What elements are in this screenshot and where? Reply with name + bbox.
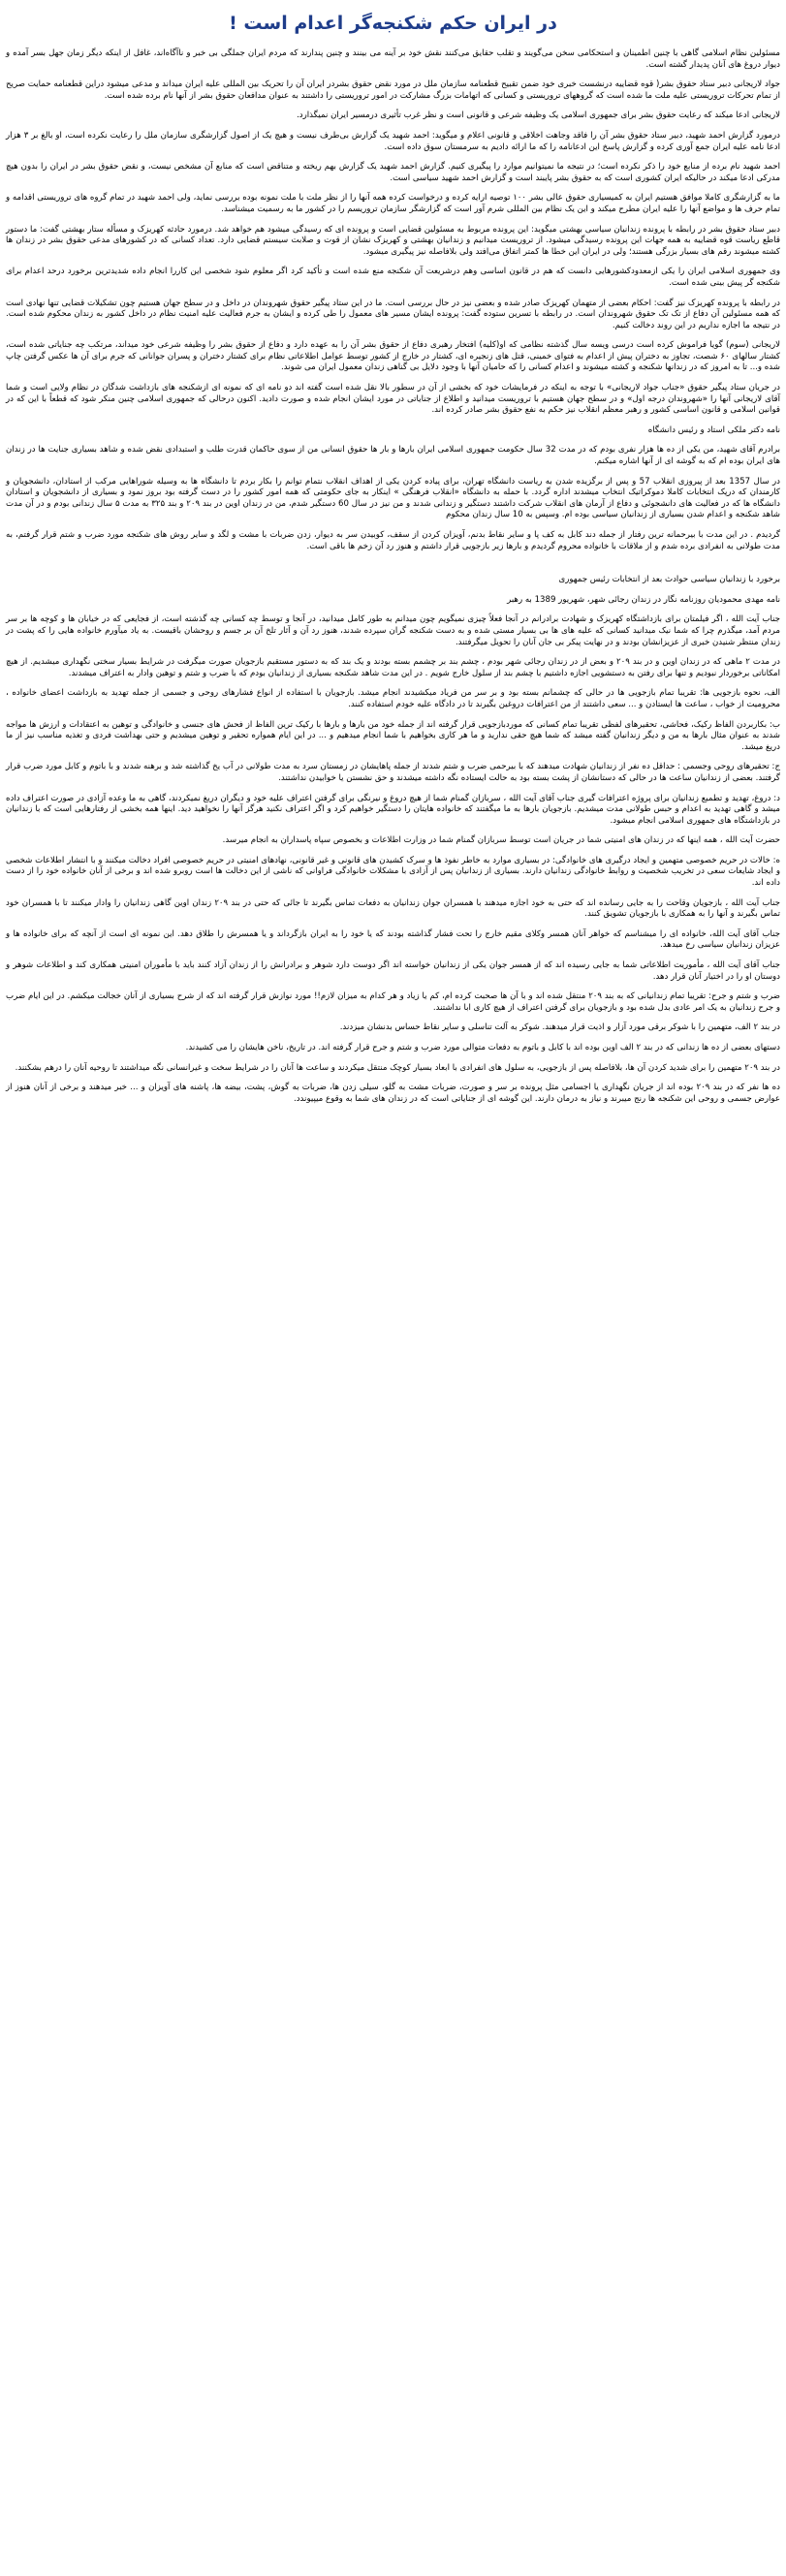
paragraph: برخورد با زندانیان سیاسی حوادث بعد از انتخابات رئیس جمهوری — [558, 575, 780, 585]
paragraph: وی جمهوری اسلامی ایران را یکی ازمعدودکشورهایی دانست که هم در قانون اساسی وهم درشریعت آن شکنجه منع شده است و تأکید کرد اگر معلوم شود شخصی این کاررا انجام داده شدیدترین برخورد درحد اعدام برای شکنجه گر پیش بینی شده است. — [6, 267, 780, 288]
paragraph: در رابطه با پرونده کهریزک نیز گفت: احکام بعضی از متهمان کهریزک صادر شده و بعضی نیز در حال بررسی است. ما در این ستاد پیگیر حقوق شهروندان در داخل و در سطح جهان هستیم چون تشکیلات قضایی تنها نهادی است که همه مسئولین آن دفاع از تک تک حقوق شهروندان است. در رابطه با تسرین ستوده گفت: پرونده ایشان مسیر های معمول را طی کرده و ایشان به جرم فعالیت علیه امنیت نظام در داخل کشور به زندان محکوم شده است. در نتیجه ما اجازه نداریم در این روند دخالت کنیم. — [6, 298, 780, 330]
page-title: در ایران حکم شکنجه‌گر اعدام است ! — [229, 13, 557, 34]
paragraph: د: دروغ، تهدید و تطمیع زندانیان برای پروژه اعترافات گیری جناب آقای آیت الله ، سربازان گمنام شما از هیچ دروغ و نیرنگی برای گرفتن اعتراف علیه خود و دیگران دریغ نمیکردند، گاهی به ما وعده آزادی در صورت اعتراف داده میشد و گاهی تهدید به اعدام و حبس طولانی مدت میشدیم. بازجویان بارها به ما میگفتند که خانواده هایتان را دستگیر خواهیم کرد و اگر اعتراف نکنید هرگز آنها را نخواهید دید. اینها همه بخشی از رفتارهایی است که با زندانیان در بازداشتگاه های جمهوری اسلامی انجام میشود. — [6, 793, 780, 826]
paragraph: در مدت ۲ ماهی که در زندان اوین و در بند ۲۰۹ و بعض از در زندان رجائی شهر بودم ، چشم بند بر چشمم بسته بودند و یک بند که به دستور مستقیم بازجویان صورت میگرفت در شرایط بسیار سختی نگهداری میشدیم. از هیچ امکاناتی برخوردار نبودیم و تنها برای رفتن به دستشویی اجازه داشتیم با چشم بند از سلول خارج شویم . در این مدت شاهد شکنجه بسیاری از زندانیان بودم که با ضرب و شتم و توهین وادار به اعتراف میشدند. — [6, 657, 780, 678]
paragraph: در سال 1357 بعد از پیروزی انقلاب 57 و پس از برگزیده شدن به ریاست دانشگاه تهران، برای پیاده کردن یکی از اهداف انقلاب نتمام توانم را بکار بردم تا دانشگاه ها به وسیله شوراهایی مرکب از استادان، دانشجویان و کارمندان که درپک انتخابات کاملا دموکراتیک انتخاب میشدند اداره گردد. با حمله به دانشگاه «انقلاب فرهنگی » اینکار به جای حکومتی که همه امور کشور را در دست گرفته بود بروز نمود و بسیاری از دانشجویان و استادان دانشگاه ها که در فعالیت های دانشجوئی و دفاع از آرمان های انقلاب شرکت داشتند دستگیر و زندانی شدند و من نیز در سال 60 دستگیر شدم، من در زندان اوین در بند ۲۰۹ و بند ۳۲۵ به مدت ۵ سال زندانی بودم و در آن مدت شاهد شکنجه و اعدام شدن بسیاری از زندانیان سیاسی بوده ام. وسپس به 10 سال زندان محکوم — [6, 476, 781, 520]
paragraph: ضرب و شتم و جرح: تقریبا تمام زندانیانی که به بند ۲۰۹ منتقل شده اند و با آن ها صحبت کرده ام، کم یا زیاد و هر کدام به میزان لازم!! مورد نوازش قرار گرفته اند که از شرح بسیاری از آنان خجالت میکشم. در این ایام ضرب و جرح زندانیان به یک امر عادی بدل شده بود و بازجویان برای گرفتن اعتراف از هیچ کاری ابا نداشتند. — [6, 991, 780, 1013]
paragraph: جواد لاریجانی دبیر ستاد حقوق بشر( قوه قضاییه درنشست خبری خود ضمن تقبیح قطعنامه سازمان ملل در مورد نقض حقوق بشردر ایران آن را تحریک بین المللی علیه ایران میداند و مدعی میشود دراین قطعنامه حمایت صریح از تمام تحرکات تروریستی علیه ملت ما شده است که گروههای تروریستی و کسانی که اتهامات بزرگ مشارکت در امور تروریستی را داشتند به عنوان مدافعان حقوق بشر از آنها نام برده شده است. — [6, 79, 780, 101]
paragraph: ما به گزارشگری کاملا موافق هستیم ایران به کمیسیاری حقوق عالی بشر ۱۰۰ توصیه ارایه کرده و درخواست کرده همه آنها را از نظر ملت با ملت نمونه بوده بررسی نماید، ولی احمد شهید در تمام گروه های تروریستی اقدامه و تمام حرف ها و مواضع آنها را علیه ایران مطرح میکند و این یک نظام بین المللی شرم آور است که گزارشگر سازمان تروریسم را در کشور ما به رسمیت میشناسد. — [6, 193, 780, 214]
paragraph: لاریجانی (سوم) گویا فراموش کرده است درسی ویسه سال گذشته نظامی که او(کلیه) افتخار رهبری دفاع از حقوق بشر آن را به عهده دارد و دفاع از حقوق بشر را وظیفه شرعی خود میداند، مرتکب چه جنایاتی شده است، کشتار سالهای ۶۰ شصت، تجاوز به دختران پیش از اعدام به فتوای خمینی، قتل های زنجیره ای، کشتار در خارج از کشور توسط عوامل اطلاعاتی نظام برای کشتار دختران و پسران جوانانی که جرم برای آن ها عکس گرفتن چاپ شده و... تا به امروز که در زندانها شکنجه و کشته میشوند و اعدام کسانی را که حامیان آنها با وجود دلایل بی گناهی زندان معمول ایران می شوند. — [6, 340, 780, 373]
paragraph: دبیر ستاد حقوق بشر در رابطه با پرونده زندانیان سیاسی بهشتی میگوید: این پرونده مربوط به مسئولین قضایی است و پرونده ای که رسیدگی میشود هم خواهد شد. درمورد حادثه کهریزک و مسأله ستار بهشتی گفت: ما دستور قاطع ریاست قوه قضاییه به همه جهات این پرونده رسیدگی میشود. از تروریست میدانیم و زندانیان بهشتی و کهریزک نشان از قوت و صلابت سیستم قضایی دارد. تعداد کسانی که در کشورهای مدعی حقوق بشر در زندان ها کشته میشوند رقم های بسیار بزرگی هستند؛ ولی در ایران این خطا ها کمتر اتفاق می‌افتد ولی بلافاصله نیز پیگیری میشود. — [6, 224, 780, 257]
paragraph: ج: تحقیرهای روحی وجسمی : حداقل ده نفر از زندانیان شهادت میدهند که با بیرحمی ضرب و شتم شدند از جمله پاهایشان در زمستان سرد به مدت طولانی در آب یخ گذاشته شد و برهنه شدند و با باتوم و کابل مورد ضرب قرار گرفتند. بعضی از زندانیان ساعت ها در حالی که دستانشان از پشت بسته بود به حالت ایستاده نگه داشته میشدند و حق نشستن یا خوابیدن نداشتند. — [6, 762, 780, 783]
paragraph: الف، نحوه بازجویی ها: تقریبا تمام بازجویی ها در حالی که چشمانم بسته بود و بر سر من فریاد میکشیدند انجام میشد. بازجویان با استفاده از انواع فشارهای روحی و جسمی از جمله تهدید به بازداشت اعضای خانواده ، محرومیت از خواب ، ساعت ها ایستادن و ... سعی داشتند از من اعترافات دروغین بگیرند تا در دادگاه علیه خودم استفاده کنند. — [6, 688, 780, 709]
paragraph: جناب آیت الله ، اگر فیلمتان برای بازداشتگاه کهریزک و شهادت برادرانم در آنجا فعلاً چیزی نمیگویم چون میدانم به طور کامل میدانید، در آنجا و توسط چه کسانی چه گذشته است، از فجایعی که در خیابان ها و کوچه ها بر سر مردم آمد، میگذرم چرا که شما نیک میدانید کسانی که علیه های ها بی بسیار مستی شده و به دست شکنجه گران سپرده شدند، هنوز رد آن و آثار تلخ آن بر جسم و روحشان باقیست. به یاد میآورم خانواده هایی را که پشت در زندان منتظر شنیدن خبری از عزیزانشان بودند و در نهایت پیکر بی جان آنان را تحویل میگرفتند. — [6, 614, 780, 647]
paragraph: جناب آقای آیت الله، خانواده ای را میشناسم که خواهر آنان همسر وکلای مقیم خارج را تحت فشار گذاشته بودند که یا خود را به ایران بازگرداند و یا همسرش را طلاق دهد. این نمونه ای است از آنچه که برای خانواده ها و عزیزان زندانیان سیاسی رخ میدهد. — [6, 928, 780, 951]
paragraph: ه: خالات در حریم خصوصی متهمین و ایجاد درگیری های خانوادگی: در بسیاری موارد به خاطر نفوذ ها و سرک کشیدن های قانونی و غیر قانونی، نهادهای امنیتی در حریم خصوصی افراد دخالت میکنند و با انتشار اطلاعات شخصی و ایجاد شایعات سعی در تخریب شخصیت و روابط خانوادگی زندانیان دارند. بسیاری از زندانیان پس از آزادی با مشکلات خانوادگی فراوانی که ناشی از این دخالت ها است روبرو شده اند و برخی از آنان خانواده خود را از دست داده اند. — [6, 855, 780, 889]
paragraph: احمد شهید نام برده از منابع خود را ذکر نکرده است؛ در نتیجه ما نمیتوانیم موارد را پیگیری کنیم. گزارش احمد شهید یک گزارش بهم ریخته و متناقض است که منابع آن مشخص نیست، و نقض حقوق بشر در ایران را بدون هیچ مدرکی ادعا میکند در حالیکه ایران کشوری است که به حقوق بشر پایبند است و گزارش احمد شهید سیاسی است. — [6, 162, 780, 183]
paragraph: برادرم آقای شهید، من یکی از ده ها هزار نفری بودم که در مدت 32 سال حکومت جمهوری اسلامی ایران بارها و بار ها حقوق انسانی من از سوی حاکمان قدرت طلب و استبدادی نقض شده و شاهد بسیاری جنایت ها در زندان های ایران بوده ام که به گوشه ای از آنها اشاره میکنم. — [6, 445, 780, 467]
paragraph: نامه مهدی محمودیان روزنامه نگار در زندان رجائی شهر، شهریور 1389 به رهبر — [507, 594, 780, 605]
paragraph: نامه دکتر ملکی استاد و رئیس دانشگاه — [647, 424, 780, 435]
paragraph: ده ها نفر که در بند ۲۰۹ بوده اند از جریان نگهداری یا اجسامی مثل پرونده بر سر و صورت، ضربات مشت به گلو، سیلی زدن ها، ضربات به گوش، پشت، بیضه ها، پاشنه های آویزان و ... خبر میدهند و برخی از آنان هنوز از عوارض جسمی و روحی این شکنجه ها رنج میبرند و نیاز به درمان دارند. این گوشه ای از جنایاتی است که در زندان های شما به وقوع میپیوندد. — [6, 1083, 780, 1104]
paragraph: در جریان ستاد پیگیر حقوق «جناب جواد لاریجانی» با توجه به اینکه در فرمایشات خود که بخشی از آن در سطور بالا نقل شده است گفته اند دو نامه ای که نمونه ای ازشکنجه های بازداشت شدگان در نظام ولایی است و شما آقای لاریجانی آنها را «شهروندان درجه اول» و در سطح جهان هستیم با تروریست میدانید و اطلاع از جنایاتی در مورد ایشان انجام شده و صورت دادید. اکنون درحالی که جمهوری اسلامی چنین منکر شود که قطعاً با این که در قوانین اسلامی و قانون اساسی کشور و رهبر معظم انقلاب نیز حکم به نفع حقوق بشر صادر کرده اند. — [6, 383, 780, 416]
section-gap — [6, 561, 780, 575]
paragraph: لاریجانی ادعا میکند که رعایت حقوق بشر برای جمهوری اسلامی یک وظیفه شرعی و قانونی است و نظر غرب تأثیری درمسیر ایران نمیگذارد. — [297, 110, 780, 121]
paragraph: گردیدم . در این مدت با بیرحمانه ترین رفتار از جمله دند کابل به کف پا و سایر نقاط بدنم، آویزان کردن از سقف، کوبیدن سر به دیوار، زدن ضربات با مشت و لگد و سایر روش های شکنجه مورد ضرب و شتم قرار گرفتم، به مدت طولانی به انفرادی برده شدم و از ملاقات با خانواده محروم گردیدم و بارها زیر بازجویی قرار داشتم و هنوز رد آن زخم ها باقی است. — [6, 530, 780, 551]
article-body — [6, 48, 780, 1105]
paragraph: جناب آقای آیت الله ، مأموریت اطلاعاتی شما به جایی رسیده اند که از همسر جوان یکی از زندانیان خواسته اند اگر دوست دارد شوهر و برادرانش را از زندان آزاد کنند باید با مأموران امنیتی همکاری کند و اطلاعات شوهر و دوستان او را در اختیار آنان قرار دهد. — [6, 960, 780, 982]
paragraph: مسئولین نظام اسلامی گاهی با چنین اطمینان و استحکامی سخن می‌گویند و تقلب حقایق می‌کنند نقش خود بر آینه می بینند و چنین پندارند که مردم ایران جملگی بی خبر و ناآگاه‌اند، غافل از اینکه دیگر زمان جهل بسر آمده و دیوار دروغ های آنان پدیدار گشته است. — [6, 48, 780, 70]
paragraph: دستهای بعضی از ده ها زندانی که در بند ۲ الف اوین بوده اند با کابل و باتوم به دفعات متوالی مورد ضرب و شتم و جرح قرار گرفته اند. در تاریخ، ناخن هایشان را می کشیدند. — [185, 1043, 780, 1052]
paragraph: حضرت آیت الله ، همه اینها که در زندان های امنیتی شما در جریان است توسط سربازان گمنام شما در وزارت اطلاعات و بخصوص سپاه پاسداران به انجام میرسد. — [222, 835, 780, 846]
paragraph: جناب آیت الله ، بازجویان وقاحت را به جایی رسانده اند که حتی به خود اجازه میدهند با همسران جوان زندانیان به دفعات تماس بگیرند تا جائی که حتی در بند ۲۰۹ زندان اوین گاهی زندانیان را وادار میکنند تا با همسران خود تماس بگیرند و آنها را به همکاری با بازجویان تشویق کنند. — [6, 897, 780, 920]
paragraph: درمورد گزارش احمد شهید، دبیر ستاد حقوق بشر آن را فاقد وجاهت اخلاقی و قانونی اعلام و میگوید: احمد شهید یک گزارش بی‌طرف نیست و هیچ یک از اصول گزارشگری سازمان ملل را رعایت نکرده است، او بالغ بر ۳ هزار ادعا نامه علیه ایران جمع آوری کرده و گزارش پاسخ این ادعانامه را که ما ارائه دادیم به سرمستان سوق داده است. — [6, 130, 780, 152]
paragraph: ب: بکاربردن الفاظ رکیک، فحاشی، تحقیرهای لفظی تقریبا تمام کسانی که موردبازجویی قرار گرفته اند از جمله خود من بارها و بارها با رکیک ترین الفاظ از فحش های جنسی و خانوادگی و توهین به اعتقادات و ارزش ها مواجه شدند به عنوان مثال بارها به من و دیگر زندانیان گفته میشد که شما هیچ حقی ندارید و ما هر کاری بخواهیم با شما انجام میدهیم و ... در این ایام همواره تحقیر و توهین میشدیم و حتی بهداشت فردی و تغذیه مناسب نیز از ما دریغ میشد. — [6, 719, 780, 752]
paragraph: در بند ۲۰۹ متهمین را برای شدید کردن آن ها، بلافاصله پس از بازجویی، به سلول های انفرادی با ابعاد بسیار کوچک منتقل میکردند و ساعت ها آنان را در شرایط سخت و غیرانسانی نگه میداشتند تا روحیه آنان را درهم بشکنند. — [15, 1062, 780, 1073]
paragraph: در بند ۲ الف، متهمین را با شوکر برقی مورد آزار و اذیت قرار میدهند. شوکر به آلت تناسلی و سایر نقاط حساس بدنشان میزدند. — [339, 1022, 780, 1033]
